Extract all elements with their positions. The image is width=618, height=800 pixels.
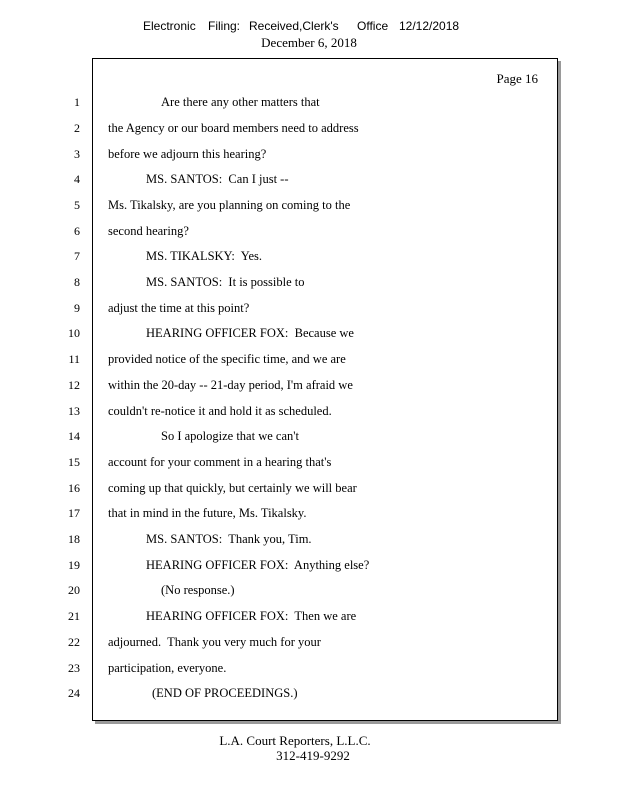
transcript-line: adjust the time at this point? [108,301,250,315]
line-number: 17 [68,506,80,520]
line-number: 5 [74,198,80,212]
transcript-line: couldn't re-notice it and hold it as scheduled. [108,404,332,418]
transcript-line: adjourned. Thank you very much for your [108,635,321,649]
footer-phone [0,748,618,764]
transcript-line: that in mind in the future, Ms. Tikalsky. [108,506,307,520]
transcript-line: coming up that quickly, but certainly we will bear [108,481,357,495]
transcript-line: MS. SANTOS: Thank you, Tim. [146,532,312,546]
transcript-line: within the 20-day -- 21-day period, I'm afraid we [108,378,353,392]
document-date-text: December 6, 2018 [261,35,357,50]
page-number: Page 16 [496,71,538,86]
footer-company-text: L.A. Court Reporters, L.L.C. [219,733,371,748]
transcript-line: MS. SANTOS: Can I just -- [146,172,289,186]
line-number: 4 [74,172,80,186]
transcript-line: (END OF PROCEEDINGS.) [152,686,298,700]
line-number: 22 [68,635,80,649]
line-number: 15 [68,455,80,469]
line-number: 6 [74,224,80,238]
line-number: 24 [68,686,80,700]
line-number: 2 [74,121,80,135]
transcript-line: account for your comment in a hearing that's [108,455,332,469]
footer-phone-text: 312-419-9292 [276,748,350,763]
filing-stamp-received: Received,Clerk's [249,19,339,33]
transcript-line: Are there any other matters that [161,95,320,109]
line-number: 8 [74,275,80,289]
line-number: 11 [68,352,80,366]
document-date [0,35,618,51]
line-number: 19 [68,558,80,572]
filing-stamp-filing: Filing: [208,19,241,33]
line-number: 1 [74,95,80,109]
line-number: 23 [68,661,80,675]
transcript-line: So I apologize that we can't [161,429,299,443]
line-number: 7 [74,249,80,263]
transcript-line: the Agency or our board members need to address [108,121,359,135]
transcript-line: provided notice of the specific time, and we are [108,352,346,366]
filing-stamp-electronic: Electronic [143,19,196,33]
transcript-line: HEARING OFFICER FOX: Then we are [146,609,357,623]
transcript-line: second hearing? [108,224,189,238]
transcript-line: participation, everyone. [108,661,227,675]
transcript-line: (No response.) [161,583,235,597]
line-number: 21 [68,609,80,623]
line-number: 12 [68,378,80,392]
line-number: 3 [74,147,80,161]
footer-company-name [0,733,618,749]
line-number: 18 [68,532,80,546]
line-number: 13 [68,404,80,418]
line-number: 16 [68,481,80,495]
transcript-line: HEARING OFFICER FOX: Anything else? [146,558,370,572]
line-number: 20 [68,583,80,597]
line-number: 10 [68,326,80,340]
filing-stamp-office: Office [357,19,389,33]
transcript-line: before we adjourn this hearing? [108,147,267,161]
line-number: 9 [74,301,80,315]
transcript-line: HEARING OFFICER FOX: Because we [146,326,354,340]
transcript-line: MS. TIKALSKY: Yes. [146,249,263,263]
line-number: 14 [68,429,80,443]
filing-stamp-date: 12/12/2018 [399,19,460,33]
transcript-line: Ms. Tikalsky, are you planning on coming to the [108,198,351,212]
transcript-line: MS. SANTOS: It is possible to [146,275,305,289]
